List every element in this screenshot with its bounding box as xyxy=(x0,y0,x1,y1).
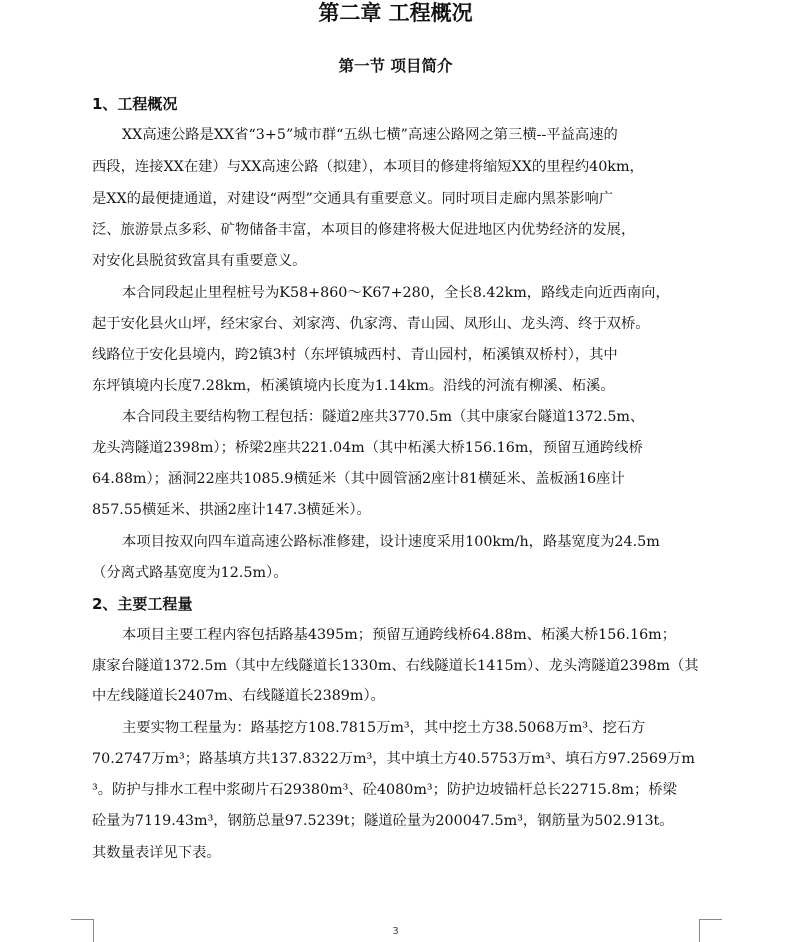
paragraph-line: 主要实物工程量为：路基挖方108.7815万m³，其中挖土方38.5068万m³、挖石方 xyxy=(122,720,646,736)
paragraph-line: 本合同段主要结构物工程包括：隧道2座共3770.5m（其中康家台隧道1372.5m、 xyxy=(122,409,645,425)
heading-main-quantities: 2、主要工程量 xyxy=(92,595,193,613)
paragraph-line: 本项目按双向四车道高速公路标准修建，设计速度采用100km/h，路基宽度为24.5m xyxy=(122,534,660,550)
page-number: 3 xyxy=(392,926,399,937)
paragraph-line: 康家台隧道1372.5m（其中左线隧道长1330m、右线隧道长1415m）、龙头湾隧道2398m（其 xyxy=(92,658,699,674)
chapter-title: 第二章 工程概况 xyxy=(318,1,473,25)
paragraph-line: 泛、旅游景点多彩、矿物储备丰富，本项目的修建将极大促进地区内优势经济的发展， xyxy=(92,222,636,238)
paragraph-line: 起于安化县火山坪，经宋家台、刘家湾、仇家湾、青山园、凤形山、龙头湾、终于双桥。 xyxy=(92,316,650,332)
paragraph-line: 东坪镇境内长度7.28km，柘溪镇境内长度为1.14km。沿线的河流有柳溪、柘溪。 xyxy=(92,378,615,394)
paragraph-line: （分离式路基宽度为12.5m）。 xyxy=(92,565,288,581)
paragraph-line: 龙头湾隧道2398m）；桥梁2座共221.04m（其中柘溪大桥156.16m，预留互通跨线桥 xyxy=(92,440,643,456)
paragraph-line: 中左线隧道长2407m、右线隧道长2389m）。 xyxy=(92,688,385,704)
paragraph-line: 857.55横延米、拱涵2座计147.3横延米）。 xyxy=(92,502,371,518)
paragraph-line: 其数量表详见下表。 xyxy=(92,845,221,861)
section-title: 第一节 项目简介 xyxy=(338,57,453,75)
paragraph-line: 本项目主要工程内容包括路基4395m；预留互通跨线桥64.88m、柘溪大桥156.16m； xyxy=(122,627,677,643)
paragraph-line: 西段，连接XX在建）与XX高速公路（拟建），本项目的修建将缩短XX的里程约40km， xyxy=(92,159,644,175)
paragraph-line: 是XX的最便捷通道，对建设“两型”交通具有重要意义。同时项目走廊内黑茶影响广 xyxy=(92,191,614,207)
paragraph-line: 对安化县脱贫致富具有重要意义。 xyxy=(92,253,307,269)
paragraph-line: 本合同段起止里程桩号为K58+860～K67+280，全长8.42km，路线走向近西南向， xyxy=(122,285,670,301)
paragraph-line: 70.2747万m³；路基填方共137.8322万m³，其中填土方40.5753万m³、填石方97.2569万m xyxy=(92,751,695,767)
heading-engineering-overview: 1、工程概况 xyxy=(92,95,178,113)
paragraph-line: 64.88m）；涵洞22座共1085.9横延米（其中圆管涵2座计81横延米、盖板涵16座计 xyxy=(92,471,625,487)
paragraph-line: 砼量为7119.43m³，钢筋总量97.5239t；隧道砼量为200047.5m³，钢筋量为502.913t。 xyxy=(92,813,674,829)
paragraph-line: XX高速公路是XX省“3+5”城市群“五纵七横”高速公路网之第三横--平益高速的 xyxy=(122,127,618,143)
paragraph-line: 线路位于安化县境内，跨2镇3村（东坪镇城西村、青山园村，柘溪镇双桥村），其中 xyxy=(92,347,618,363)
paragraph-line: ³。防护与排水工程中浆砌片石29380m³、砼4080m³；防护边坡锚杆总长22715.8m；桥梁 xyxy=(92,782,677,798)
